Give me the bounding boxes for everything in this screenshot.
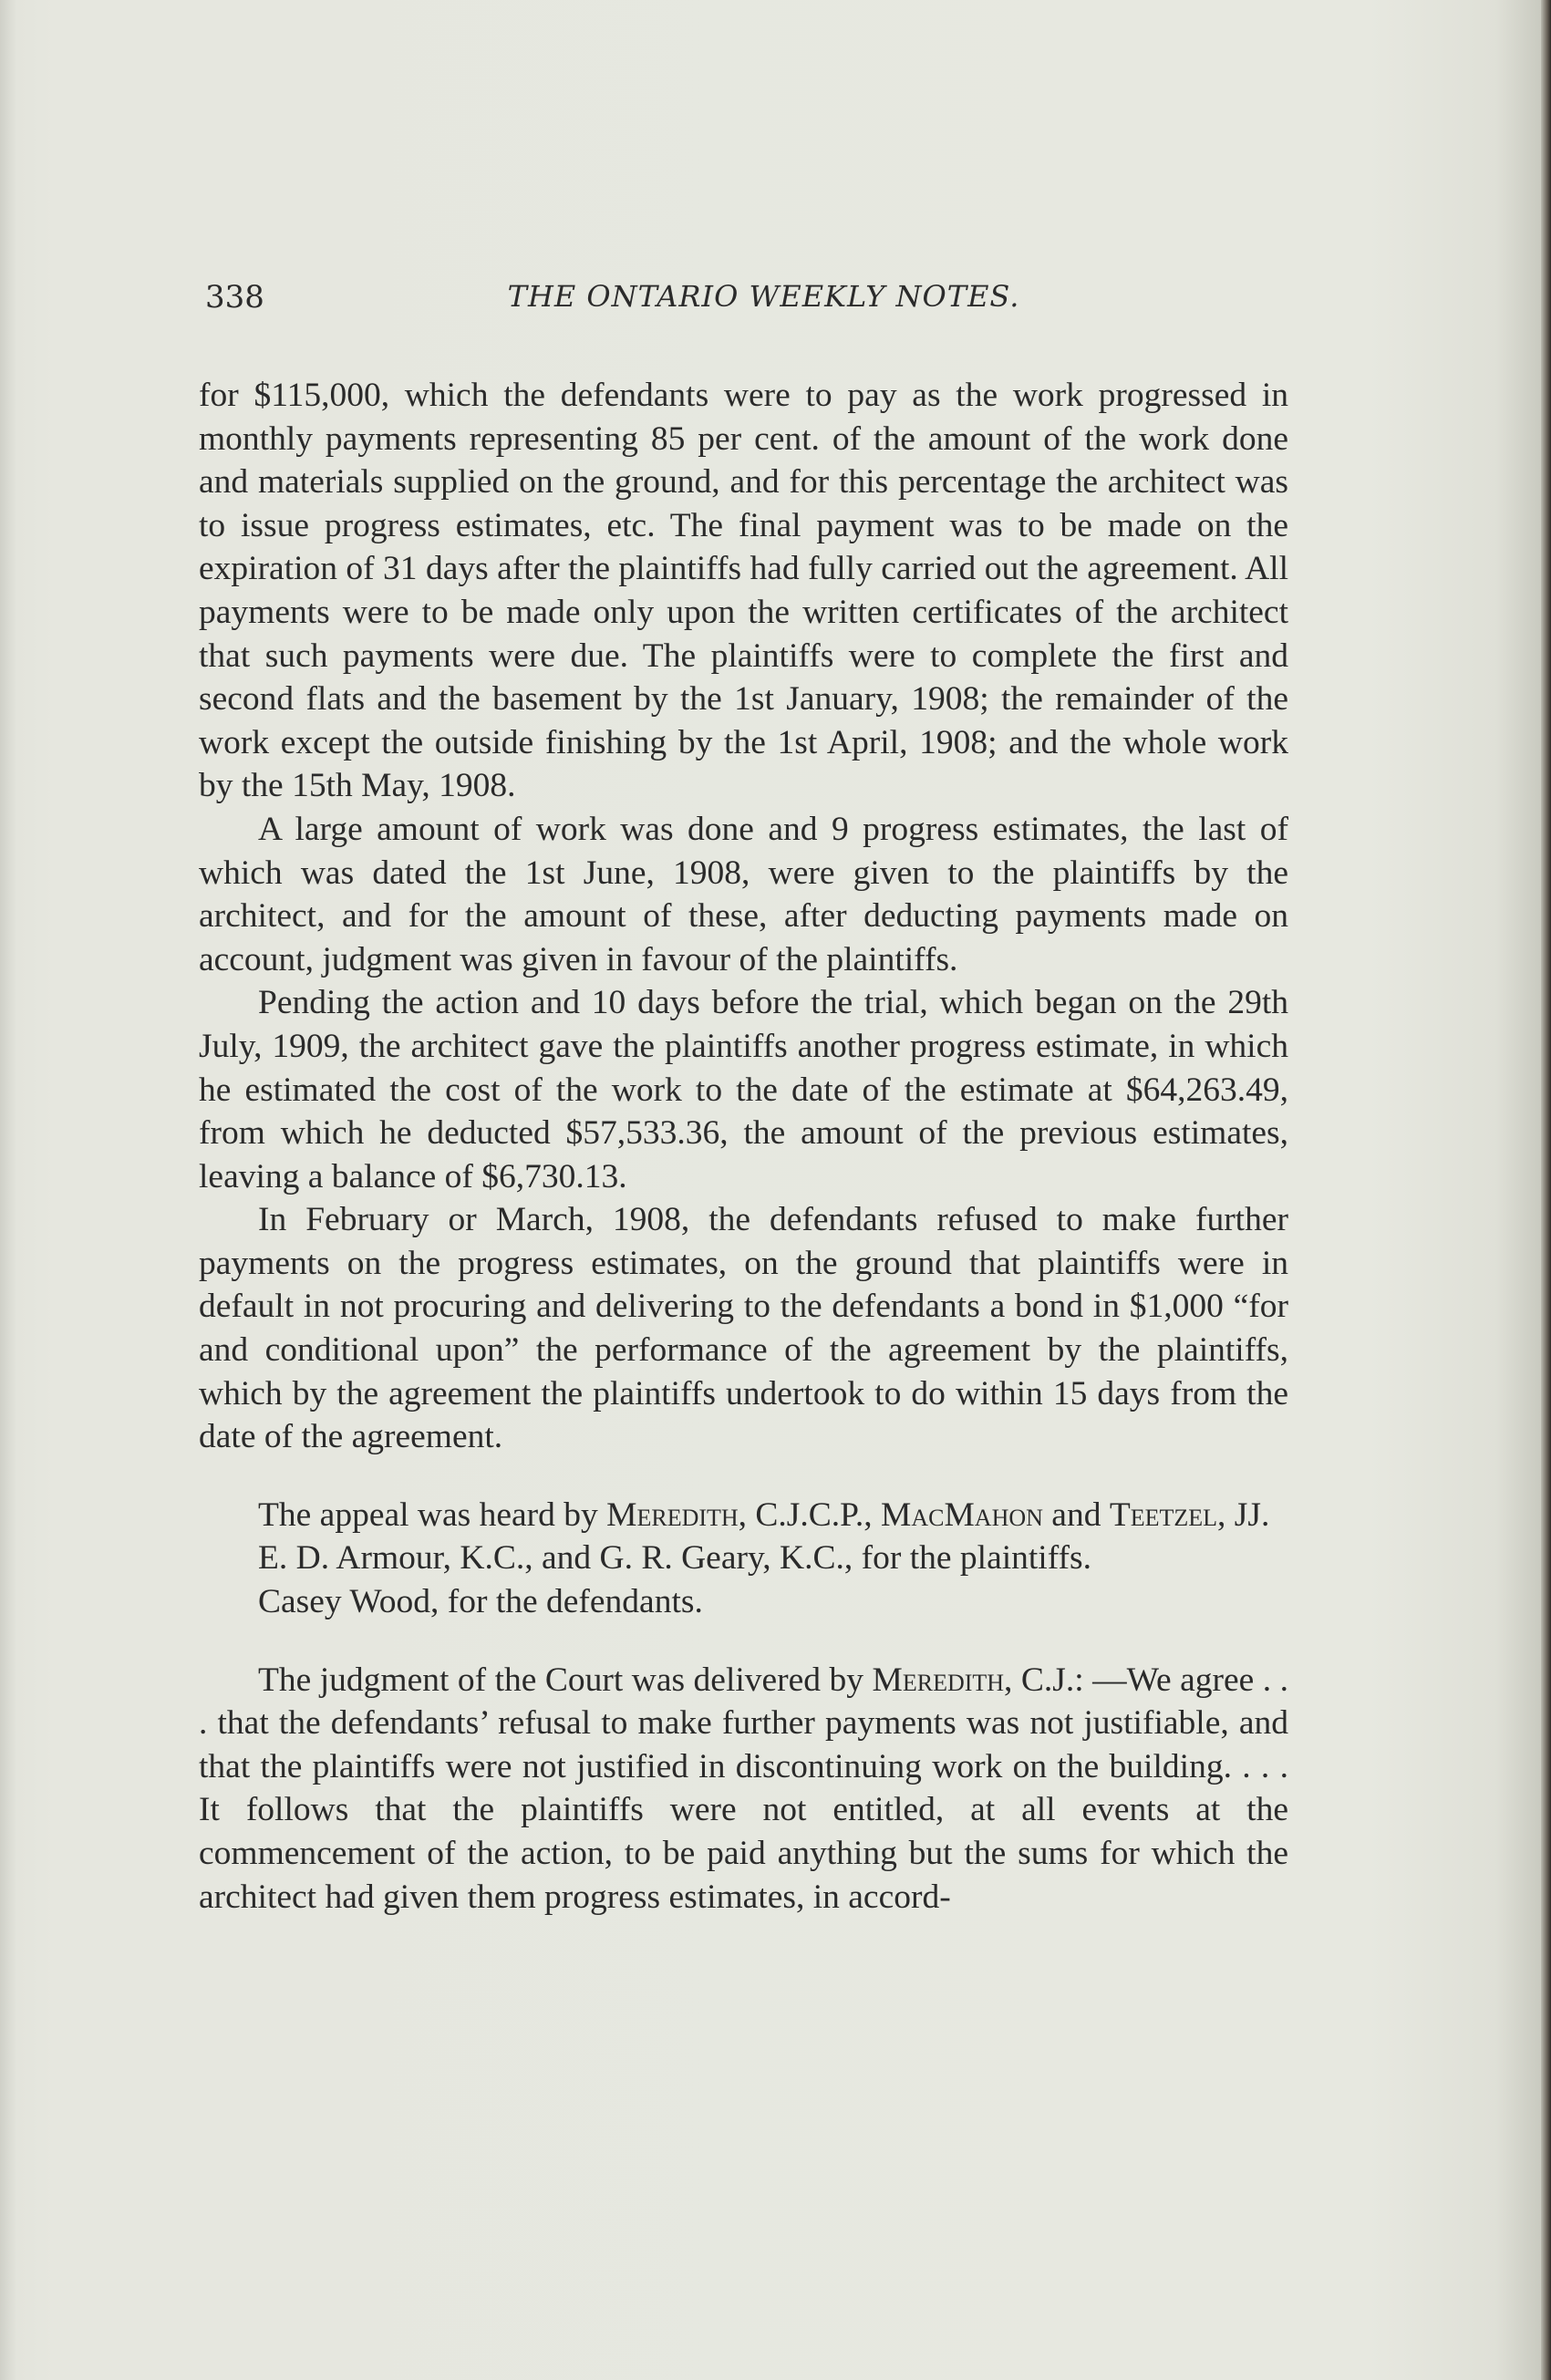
- appeal-prefix: The appeal was heard by: [258, 1495, 607, 1534]
- counsel-defendants: Casey Wood, for the defendants.: [258, 1583, 703, 1621]
- page-edge-shadow: [1541, 0, 1551, 2380]
- body-text: [199, 374, 1288, 1919]
- paragraph-default-bond: In February or March, 1908, the defendants refused to make further payments on the progress estimates, on the ground that plaintiffs were in default in not procuring and delivering to the defendants a bond in $1,000 “for and conditional upon” the performance of the agreement by the plaintiffs, which by the agreement the plaintiffs undertook to do within 15 days from the date of the agreement.: [199, 1201, 1288, 1456]
- paragraph-progress-estimates: A large amount of work was done and 9 progress estimates, the last of which was dated the 1st June, 1908, were given to the plaintiffs by the architect, and for the amount of these, after deducting payments made on account, judgment was given in favour of the plaintiffs.: [199, 810, 1288, 978]
- page-header: [205, 279, 1286, 330]
- page-number: 338: [205, 279, 264, 316]
- judge-teetzel: Teetzel: [1109, 1495, 1218, 1534]
- judgment-paragraph: [199, 1659, 1288, 1920]
- judgment-text: —We agree . . . that the defendants’ refusal to make further payments was not justifiable, and that the plaintiffs were not justified in discontinuing work on the building. . . . It follows that the plaintiffs were not entitled, at all events at the commencement of the action, to be paid anything but the sums for which the architect had given them progress estimates, in accord-: [199, 1661, 1288, 1916]
- judgment-judge: Meredith: [872, 1661, 1005, 1699]
- appeal-connector: and: [1042, 1495, 1110, 1534]
- running-head: THE ONTARIO WEEKLY NOTES.: [507, 279, 1020, 314]
- judge-macmahon: MacMahon: [881, 1495, 1043, 1534]
- judgment-prefix: The judgment of the Court was delivered by: [258, 1661, 873, 1699]
- paragraph-pending-action: Pending the action and 10 days before the trial, which began on the 29th July, 1909, the architect gave the plaintiffs another progress estimate, in which he estimated the cost of the work to the date of the estimate at $64,263.49, from which he deducted $57,533.36, the amount of the previous estimates, leaving a balance of $6,730.13.: [199, 984, 1288, 1195]
- judgment-judge-title: , C.J.:: [1004, 1661, 1084, 1699]
- appeal-heard-by: [199, 1494, 1288, 1537]
- judge-meredith-title: , C.J.C.P.,: [738, 1495, 881, 1534]
- counsel-plaintiffs: E. D. Armour, K.C., and G. R. Geary, K.C., for the plaintiffs.: [258, 1539, 1091, 1578]
- appeal-suffix: , JJ.: [1217, 1495, 1270, 1534]
- paragraph-contract-terms: for $115,000, which the defendants were to pay as the work progressed in monthly payments representing 85 per cent. of the amount of the work done and materials supplied on the ground, and for this percentage the architect was to issue progress estimates, etc. The final payment was to be made on the expiration of 31 days after the plaintiffs had fully carried out the agreement. All payments were to be made only upon the written certificates of the architect that such payments were due. The plaintiffs were to complete the first and second flats and the basement by the 1st January, 1908; the remainder of the work except the outside finishing by the 1st April, 1908; and the whole work by the 15th May, 1908.: [199, 377, 1288, 805]
- judge-meredith: Meredith: [606, 1495, 739, 1534]
